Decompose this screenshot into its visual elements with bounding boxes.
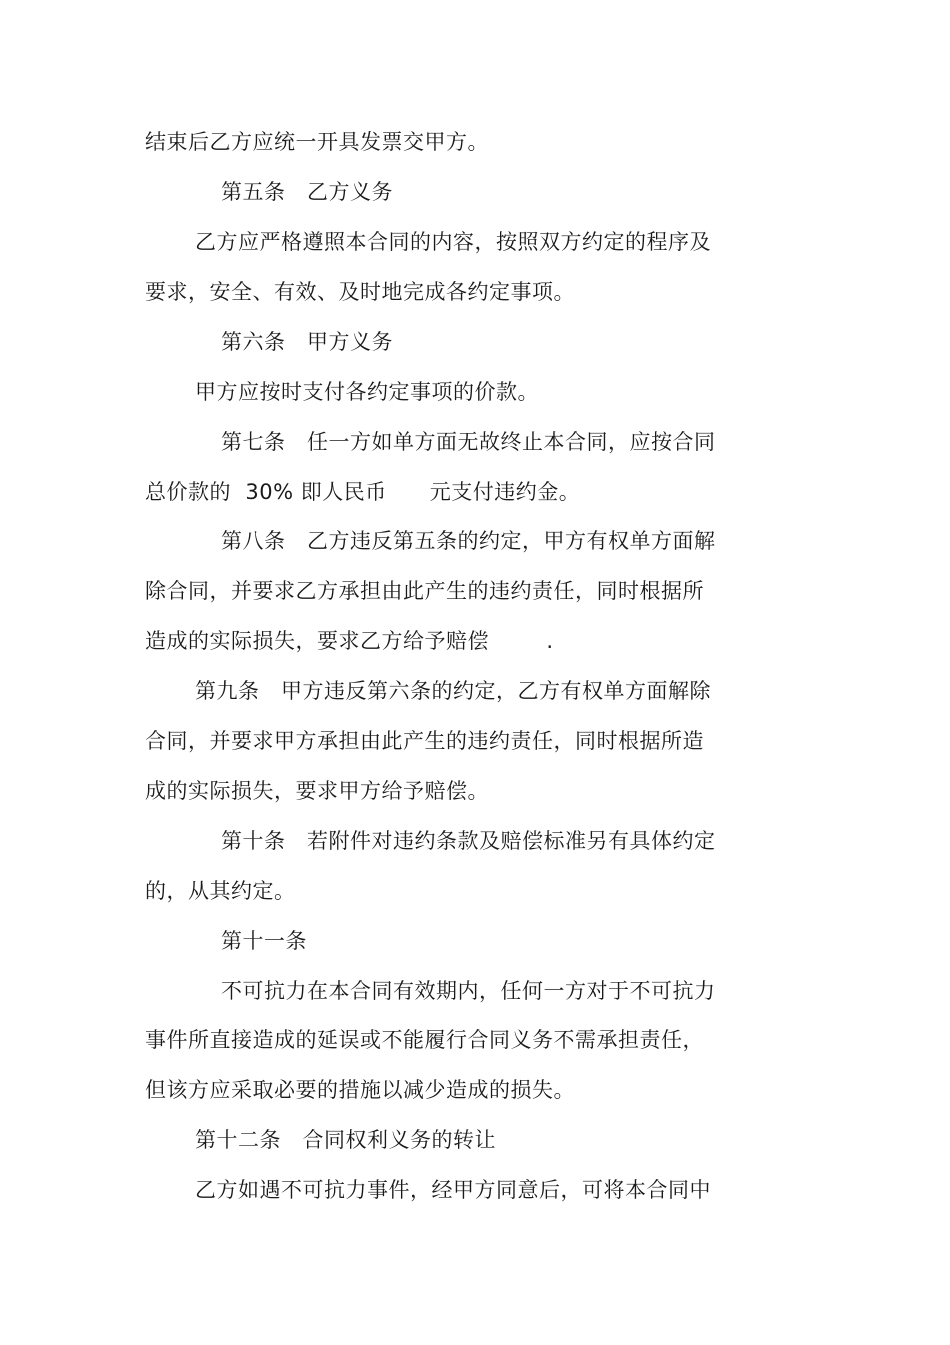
text-line: 第七条 任一方如单方面无故终止本合同，应按合同 <box>221 430 716 454</box>
text-line: 不可抗力在本合同有效期内，任何一方对于不可抗力 <box>221 979 716 1003</box>
text-line: 乙方应严格遵照本合同的内容，按照双方约定的程序及 <box>195 230 711 254</box>
text-line: 总价款的 30% 即人民币 元支付违约金。 <box>145 480 581 504</box>
article-heading: 第十一条 <box>221 929 307 953</box>
article-heading: 第五条 乙方义务 <box>221 180 393 204</box>
text-line: 的，从其约定。 <box>145 879 296 903</box>
article-heading: 第六条 甲方义务 <box>221 330 393 354</box>
text-line: 甲方应按时支付各约定事项的价款。 <box>195 380 539 404</box>
text-line: 乙方如遇不可抗力事件，经甲方同意后，可将本合同中 <box>195 1178 711 1202</box>
text-line: 事件所直接造成的延误或不能履行合同义务不需承担责任， <box>145 1028 704 1052</box>
text-line: 除合同，并要求乙方承担由此产生的违约责任，同时根据所 <box>145 579 704 603</box>
text-line: 第十条 若附件对违约条款及赔偿标准另有具体约定 <box>221 829 716 853</box>
text-line: 合同，并要求甲方承担由此产生的违约责任，同时根据所造 <box>145 729 704 753</box>
text-line: 造成的实际损失，要求乙方给予赔偿 . <box>145 629 554 653</box>
article-heading: 第十二条 合同权利义务的转让 <box>195 1128 496 1152</box>
text-line: 成的实际损失，要求甲方给予赔偿。 <box>145 779 489 803</box>
text-line: 结束后乙方应统一开具发票交甲方。 <box>145 130 489 154</box>
text-line: 要求，安全、有效、及时地完成各约定事项。 <box>145 280 575 304</box>
text-line: 第八条 乙方违反第五条的约定，甲方有权单方面解 <box>221 529 716 553</box>
text-line: 第九条 甲方违反第六条的约定，乙方有权单方面解除 <box>195 679 711 703</box>
text-line: 但该方应采取必要的措施以减少造成的损失。 <box>145 1078 575 1102</box>
